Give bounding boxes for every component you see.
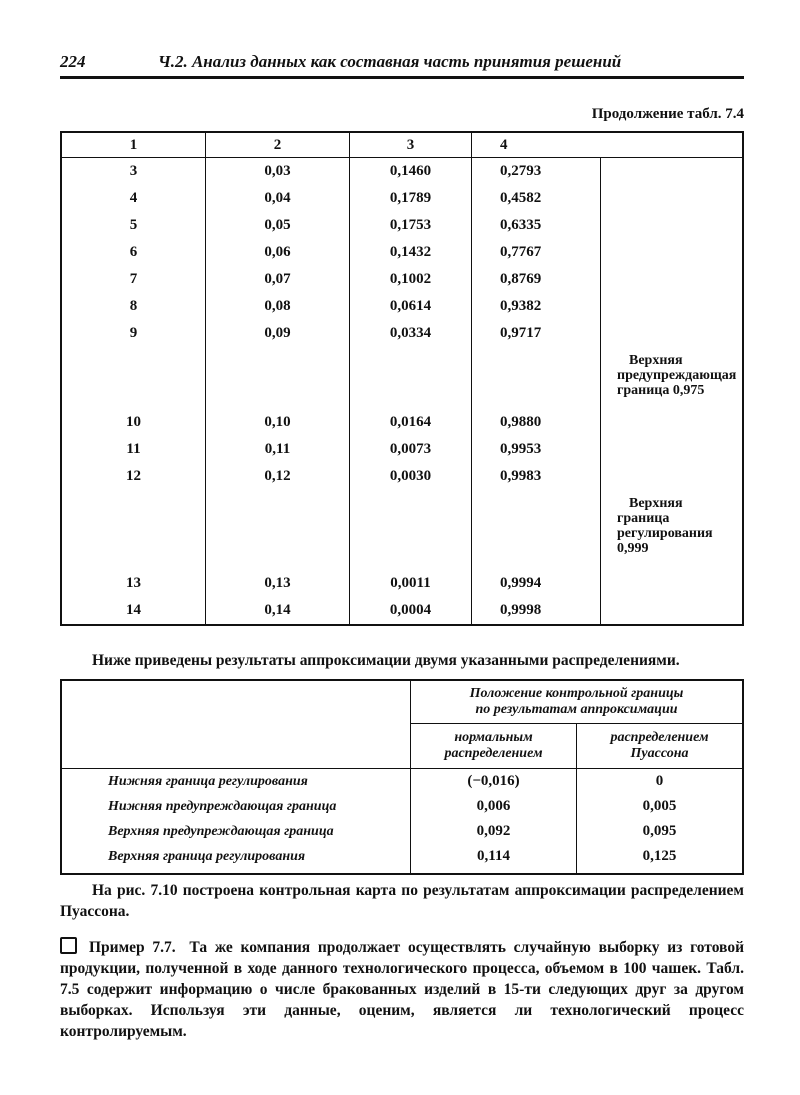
table-cell: 0,9717 [472, 320, 601, 347]
table-cell: 0,9994 [472, 570, 601, 597]
table-cell: 0,9880 [472, 409, 601, 436]
approximation-table [60, 679, 744, 875]
example-text: Та же компания продолжает осуществлять случайную выборку из готовой продукции, полученной в ходе данного технологического процесса, объемом в 100 чашек. Табл. 7.5 содержит информацию о числе бракованных изделий в 15-ти следующих друг за другом выборках. Используя эти данные, оценим, является ли технологический процесс контролируемым. [60, 939, 744, 1040]
note-row [61, 490, 743, 570]
table-row [61, 212, 743, 239]
table-cell [601, 212, 744, 239]
column-header: 2 [206, 132, 350, 158]
value-poisson: 0,095 [577, 819, 744, 844]
row-label: Нижняя предупреждающая граница [61, 794, 411, 819]
table-row [61, 794, 743, 819]
header-line: нормальным [454, 730, 533, 745]
table-cell: 5 [61, 212, 206, 239]
table-cell [206, 347, 350, 409]
table-cell [601, 239, 744, 266]
table-cell: 0,9983 [472, 463, 601, 490]
table-row [61, 597, 743, 625]
table-cell [601, 570, 744, 597]
table-cell [601, 597, 744, 625]
table-cell: 14 [61, 597, 206, 625]
table-cell: 0,07 [206, 266, 350, 293]
table-cell: 0,7767 [472, 239, 601, 266]
table-cell: 0,4582 [472, 185, 601, 212]
table-row [61, 293, 743, 320]
table-cell: 0,1002 [350, 266, 472, 293]
table-cell: 6 [61, 239, 206, 266]
note-line: регулирования [617, 526, 713, 541]
table-cell [601, 463, 744, 490]
value-poisson: 0,005 [577, 794, 744, 819]
table-row [61, 266, 743, 293]
column-header-poisson [577, 724, 744, 769]
table-cell: 0,12 [206, 463, 350, 490]
table-cell: 0,0334 [350, 320, 472, 347]
table-cell: 0,11 [206, 436, 350, 463]
running-header [60, 50, 744, 79]
table-cell [601, 436, 744, 463]
table-row [61, 819, 743, 844]
table-cell [61, 347, 206, 409]
table-row [61, 239, 743, 266]
table-cell: 0,9953 [472, 436, 601, 463]
table-row [61, 844, 743, 874]
table-row [61, 185, 743, 212]
group-header-line: Положение контрольной границы [469, 686, 684, 701]
example-paragraph [60, 937, 744, 1042]
table-cell: 0,9998 [472, 597, 601, 625]
table-cell [601, 158, 744, 186]
table-cell [601, 266, 744, 293]
table-cell: 0,03 [206, 158, 350, 186]
column-header-normal [411, 724, 577, 769]
table-cell: 0,6335 [472, 212, 601, 239]
column-header: 3 [350, 132, 472, 158]
table-cell: 0,04 [206, 185, 350, 212]
table-cell [206, 490, 350, 570]
table-cell: 10 [61, 409, 206, 436]
row-label: Верхняя граница регулирования [61, 844, 411, 874]
table-cell: 0,0614 [350, 293, 472, 320]
table-row [61, 463, 743, 490]
table-row [61, 570, 743, 597]
note-line: Верхняя [629, 353, 683, 368]
group-header [411, 680, 744, 724]
table-cell: 13 [61, 570, 206, 597]
table-header-row [61, 132, 743, 158]
table-row [61, 320, 743, 347]
table-cell: 0,13 [206, 570, 350, 597]
row-label: Нижняя граница регулирования [61, 769, 411, 795]
example-square-icon [60, 937, 77, 954]
value-poisson: 0 [577, 769, 744, 795]
table-row [61, 158, 743, 186]
value-normal: 0,006 [411, 794, 577, 819]
note-line: предупреждающая [617, 368, 737, 383]
group-header-line: по результатам аппроксимации [475, 702, 678, 717]
value-normal: 0,114 [411, 844, 577, 874]
table-cell: 0,14 [206, 597, 350, 625]
table-cell: 0,0004 [350, 597, 472, 625]
table-row [61, 409, 743, 436]
paragraph: На рис. 7.10 построена контрольная карта по результатам аппроксимации распределением Пуассона. [60, 882, 744, 920]
table-cell: 11 [61, 436, 206, 463]
table-cell: 12 [61, 463, 206, 490]
column-header: 4 [472, 132, 744, 158]
table-cell [601, 409, 744, 436]
table-cell [601, 320, 744, 347]
table-cell: 0,8769 [472, 266, 601, 293]
table-row [61, 436, 743, 463]
note-line: граница [617, 511, 670, 526]
header-line: распределением [610, 730, 709, 745]
table-cell [472, 347, 601, 409]
table-row [61, 769, 743, 795]
value-normal: 0,092 [411, 819, 577, 844]
table-cell [601, 185, 744, 212]
table-cell: 0,2793 [472, 158, 601, 186]
table-cell [61, 490, 206, 570]
column-header: 1 [61, 132, 206, 158]
table-cell [601, 293, 744, 320]
value-poisson: 0,125 [577, 844, 744, 874]
table-cell: 4 [61, 185, 206, 212]
table-caption: Продолжение табл. 7.4 [591, 106, 744, 122]
probability-table [60, 131, 744, 626]
table-cell [350, 347, 472, 409]
note-line: граница 0,975 [617, 383, 705, 398]
table-cell [472, 490, 601, 570]
value-normal: (−0,016) [411, 769, 577, 795]
table-cell: 7 [61, 266, 206, 293]
page-number: 224 [60, 52, 86, 71]
table-cell: 0,10 [206, 409, 350, 436]
table-cell: 0,08 [206, 293, 350, 320]
table-cell: 0,1753 [350, 212, 472, 239]
table-cell: 3 [61, 158, 206, 186]
table-cell: 0,05 [206, 212, 350, 239]
table-cell: 0,9382 [472, 293, 601, 320]
table-cell: 8 [61, 293, 206, 320]
table-cell: 0,1460 [350, 158, 472, 186]
limit-note [601, 490, 744, 570]
example-title: Пример 7.7. [89, 939, 176, 956]
header-line: Пуассона [630, 746, 689, 761]
table-cell: 0,0164 [350, 409, 472, 436]
table-cell: 0,1432 [350, 239, 472, 266]
header-line: распределением [444, 746, 543, 761]
limit-note [601, 347, 744, 409]
row-label: Верхняя предупреждающая граница [61, 819, 411, 844]
table-cell: 0,0011 [350, 570, 472, 597]
table-cell: 0,0030 [350, 463, 472, 490]
table-cell [350, 490, 472, 570]
note-line: Верхняя [629, 496, 683, 511]
table-cell: 0,09 [206, 320, 350, 347]
note-line: 0,999 [617, 541, 649, 556]
table-cell: 0,1789 [350, 185, 472, 212]
empty-corner-cell [61, 680, 411, 769]
table-cell: 0,06 [206, 239, 350, 266]
table-cell: 0,0073 [350, 436, 472, 463]
intro-text: Ниже приведены результаты аппроксимации двумя указанными распределениями. [92, 652, 680, 669]
table-cell: 9 [61, 320, 206, 347]
note-row [61, 347, 743, 409]
chapter-title: Ч.2. Анализ данных как составная часть принятия решений [158, 52, 622, 71]
